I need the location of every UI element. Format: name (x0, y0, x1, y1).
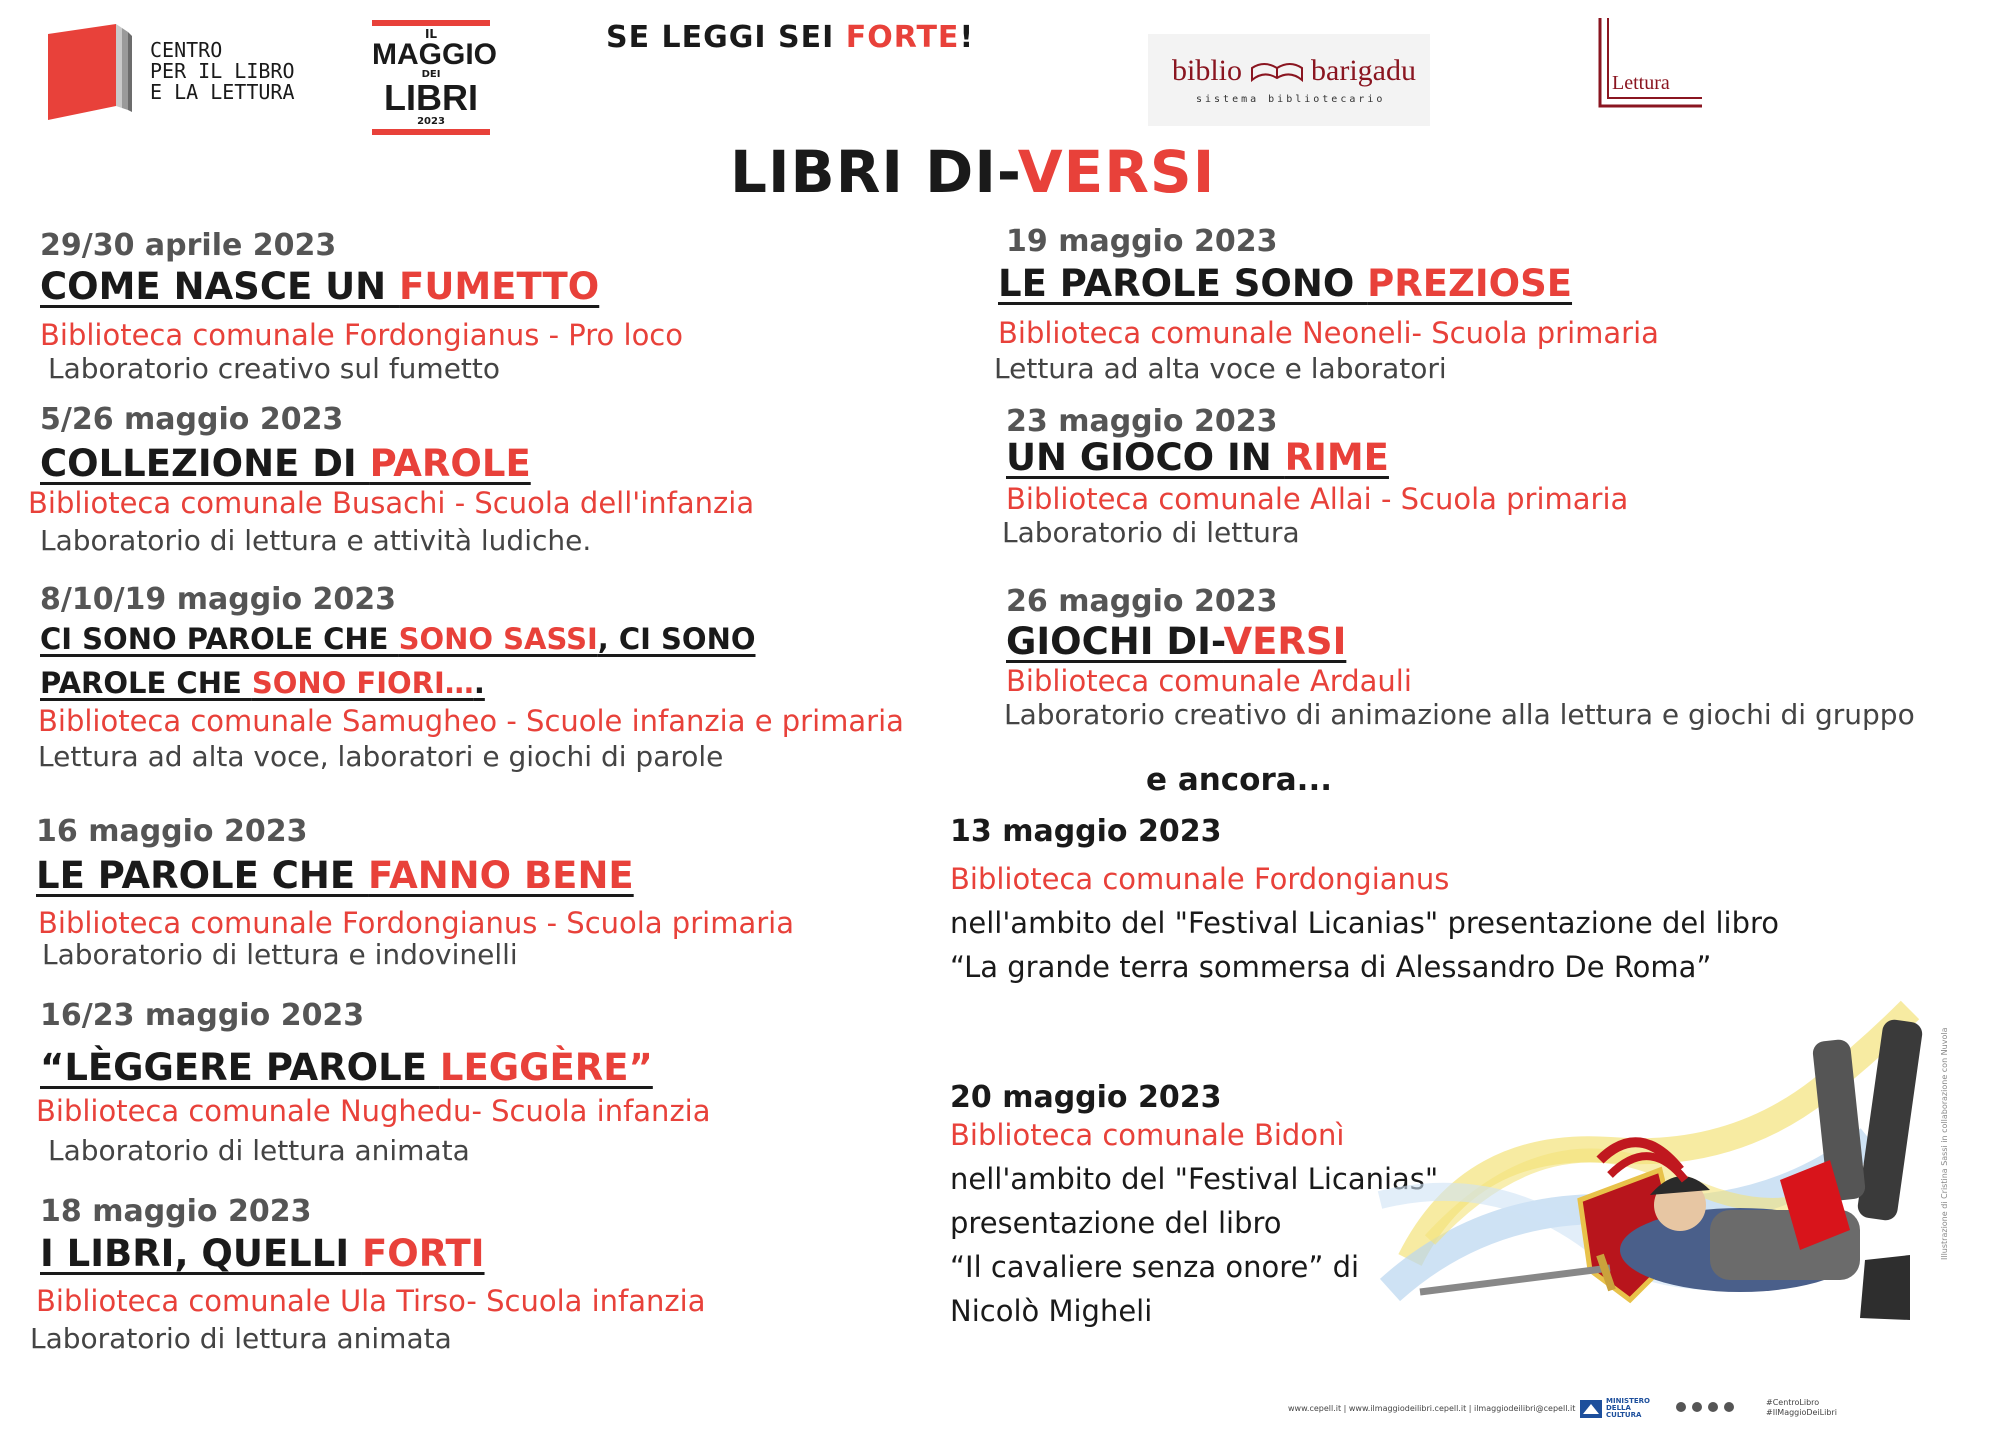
biblio-left: biblio (1172, 54, 1243, 87)
main-title: LIBRI DI-VERSI (730, 138, 1216, 206)
event-line: nell'ambito del "Festival Licanias" presentazione del libro (950, 906, 1780, 940)
youtube-icon[interactable] (1708, 1402, 1718, 1412)
biblio-barigadu-logo (1148, 34, 1430, 126)
event-title: LE PAROLE CHE FANNO BENE (36, 854, 634, 897)
event-desc: Laboratorio di lettura animata (48, 1134, 470, 1167)
event-venue: Biblioteca comunale Fordongianus - Pro loco (40, 318, 683, 352)
event-title: LE PAROLE SONO PREZIOSE (998, 262, 1573, 305)
event-venue: Biblioteca comunale Fordongianus (950, 862, 1450, 896)
event-venue: Biblioteca comunale Ula Tirso- Scuola infanzia (36, 1284, 706, 1318)
biblio-sub: sistema bibliotecario (1196, 94, 1386, 105)
event-venue: Biblioteca comunale Ardauli (1006, 664, 1412, 698)
biblio-right: barigadu (1311, 54, 1416, 87)
footer-links: www.cepell.it | www.ilmaggiodeilibri.cepell.it | ilmaggiodeilibri@cepell.it (1288, 1404, 1576, 1413)
event-desc: Laboratorio di lettura e attività ludiche. (40, 524, 592, 557)
event-line: “Il cavaliere senza onore” di (950, 1250, 1360, 1284)
event-title-line2: PAROLE CHE SONO FIORI…. (40, 666, 485, 700)
cpll-book-icon (42, 22, 134, 122)
event-date: 16/23 maggio 2023 (40, 998, 365, 1033)
event-desc: Laboratorio di lettura (1002, 516, 1300, 549)
event-line: nell'ambito del "Festival Licanias" (950, 1162, 1439, 1196)
event-date: 8/10/19 maggio 2023 (40, 582, 397, 617)
event-title: “LÈGGERE PAROLE LEGGÈRE” (40, 1046, 653, 1089)
event-desc: Lettura ad alta voce, laboratori e giochi di parole (38, 740, 724, 773)
lettura-l-icon (1594, 14, 1706, 110)
logo-libri: LIBRI (384, 77, 478, 118)
illustration-credit: Illustrazione di Cristina Sassi in collaborazione con Nuvola (1940, 1027, 1949, 1260)
event-line: “La grande terra sommersa di Alessandro De Roma” (950, 950, 1712, 984)
event-date: 5/26 maggio 2023 (40, 402, 344, 437)
maggio-dei-libri-logo (372, 20, 497, 127)
event-title: COME NASCE UN FUMETTO (40, 265, 600, 308)
ministero-logo: MINISTERO DELLA CULTURA (1580, 1398, 1650, 1419)
event-desc: Laboratorio di lettura e indovinelli (42, 938, 518, 971)
ancora-heading: e ancora... (1146, 762, 1333, 798)
event-line: presentazione del libro (950, 1206, 1282, 1240)
event-title: GIOCHI DI-VERSI (1006, 620, 1347, 663)
event-venue: Biblioteca comunale Neoneli- Scuola primaria (998, 316, 1659, 350)
hashtags: #CentroLibro #IlMaggioDeiLibri (1766, 1398, 1837, 1417)
cpll-line: PER IL LIBRO (150, 59, 295, 83)
instagram-icon[interactable] (1692, 1402, 1702, 1412)
social-icons (1676, 1402, 1734, 1412)
event-venue: Biblioteca comunale Samugheo - Scuole infanzia e primaria (38, 704, 904, 738)
facebook-icon[interactable] (1676, 1402, 1686, 1412)
event-date: 29/30 aprile 2023 (40, 228, 337, 263)
event-venue: Biblioteca comunale Bidonì (950, 1118, 1345, 1152)
logo-year: 2023 (417, 116, 445, 127)
logo-maggio: MAGGIO (372, 38, 497, 71)
event-venue: Biblioteca comunale Allai - Scuola primaria (1006, 482, 1629, 516)
event-date: 13 maggio 2023 (950, 814, 1222, 849)
event-desc: Laboratorio di lettura animata (30, 1322, 452, 1355)
event-title: I LIBRI, QUELLI FORTI (40, 1232, 485, 1275)
event-desc: Laboratorio creativo sul fumetto (48, 352, 501, 385)
event-venue: Biblioteca comunale Nughedu- Scuola infanzia (36, 1094, 711, 1128)
event-venue: Biblioteca comunale Busachi - Scuola dell'infanzia (28, 486, 755, 520)
lettura-logo (1594, 14, 1706, 110)
event-date: 20 maggio 2023 (950, 1080, 1222, 1115)
event-date: 19 maggio 2023 (1006, 224, 1278, 259)
event-date: 16 maggio 2023 (36, 814, 308, 849)
event-title-line1: CI SONO PAROLE CHE SONO SASSI, CI SONO (40, 622, 756, 656)
logo-dei: DEI (421, 69, 441, 80)
event-date: 18 maggio 2023 (40, 1194, 312, 1229)
twitter-icon[interactable] (1724, 1402, 1734, 1412)
open-book-icon (1250, 60, 1304, 86)
slogan: SE LEGGI SEI FORTE! (606, 20, 975, 55)
event-title: UN GIOCO IN RIME (1006, 436, 1389, 479)
cpll-line: CENTRO (150, 38, 223, 62)
ministero-icon (1580, 1400, 1602, 1418)
lettura-text: Lettura (1612, 72, 1670, 94)
logo-il: IL (424, 27, 438, 41)
event-desc: Lettura ad alta voce e laboratori (994, 352, 1447, 385)
cpll-line: E LA LETTURA (150, 80, 295, 104)
event-line: Nicolò Migheli (950, 1294, 1153, 1328)
event-title: COLLEZIONE DI PAROLE (40, 442, 531, 485)
event-date: 23 maggio 2023 (1006, 404, 1278, 439)
event-date: 26 maggio 2023 (1006, 584, 1278, 619)
knight-illustration (1350, 1000, 1980, 1340)
event-venue: Biblioteca comunale Fordongianus - Scuola primaria (38, 906, 794, 940)
event-desc: Laboratorio creativo di animazione alla lettura e giochi di gruppo (1004, 698, 1915, 731)
